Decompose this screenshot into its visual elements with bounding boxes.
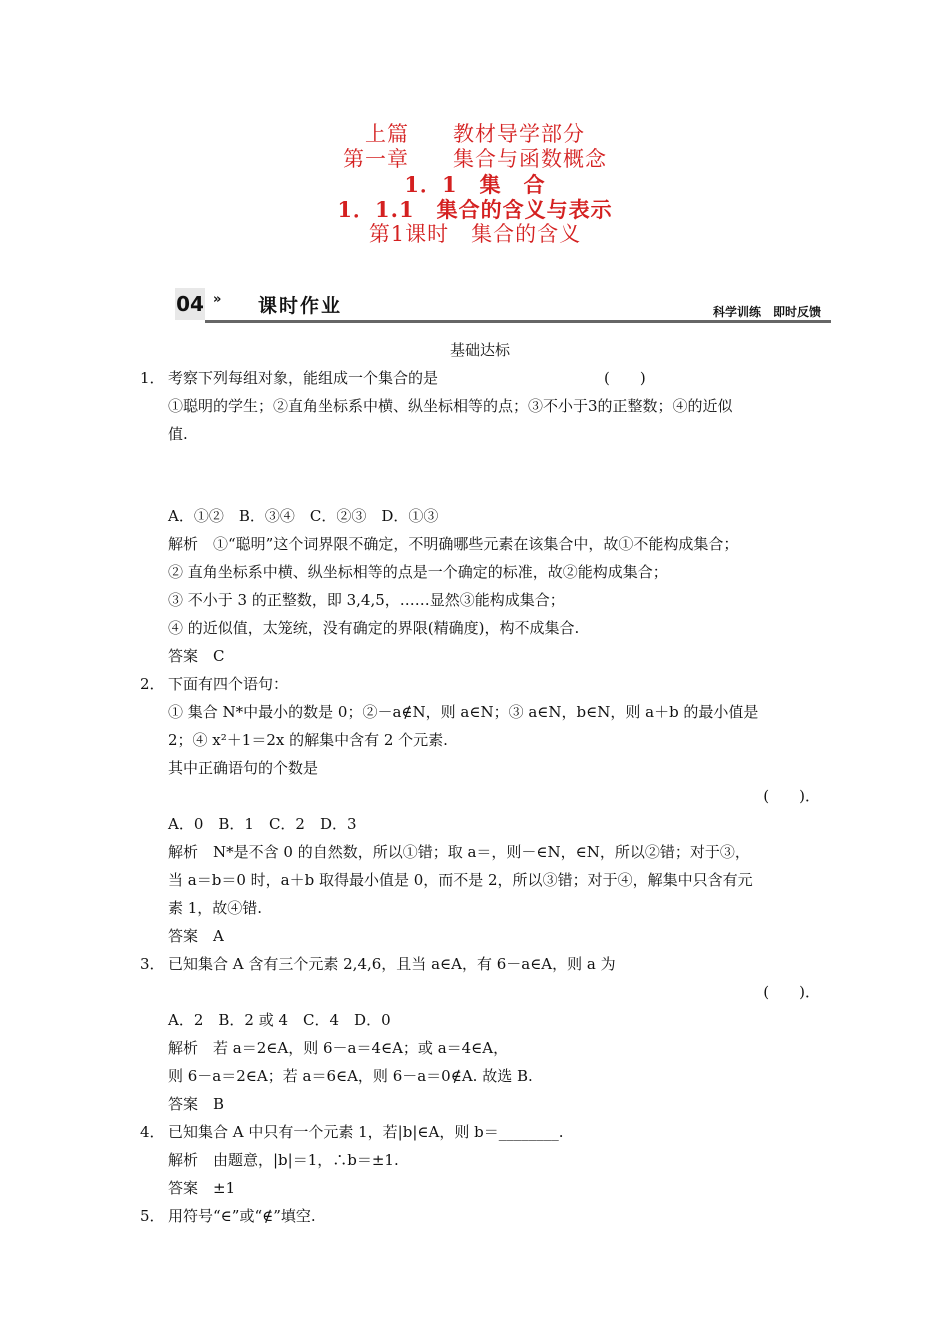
question-2-analysis: 解析 N*是不含 0 的自然数，所以①错；取 a＝，则－∈N，∈N，所以②错；对于③， [168, 843, 750, 861]
question-3-analysis: 解析 若 a＝2∈A，则 6－a＝4∈A；或 a＝4∈A， [168, 1039, 509, 1057]
answer-paren: ( ) [604, 369, 646, 387]
question-1-analysis: ② 直角坐标系中横、纵坐标相等的点是一个确定的标准，故②能构成集合； [168, 563, 668, 581]
question-text: 已知集合 A 中只有一个元素 1，若|b|∈A，则 b＝________. [168, 1123, 564, 1141]
title-part: 上篇 教材导学部分 [365, 122, 585, 146]
question-number: 5． [140, 1207, 165, 1225]
section-banner [175, 286, 831, 324]
question-1-analysis: 解析 ①“聪明”这个词界限不确定，不明确哪些元素在该集合中，故①不能构成集合； [168, 535, 739, 553]
question-1-analysis: ④ 的近似值，太笼统，没有确定的界限(精确度)，构不成集合. [168, 619, 580, 637]
banner-number: 04 [175, 288, 205, 320]
banner-slogan: 科学训练 即时反馈 [712, 305, 821, 319]
question-text: 已知集合 A 含有三个元素 2,4,6，且当 a∈A，有 6－a∈A，则 a 为 [168, 955, 616, 973]
title-subsection: 1．1.1 集合的含义与表示 [337, 197, 613, 222]
question-3-options: A．2 B．2 或 4 C．4 D．0 [168, 1011, 391, 1029]
answer-paren: ( )． [763, 787, 820, 805]
question-number: 4． [140, 1123, 165, 1141]
question-2-statement: 其中正确语句的个数是 [168, 759, 319, 777]
question-2-statement: 2；④ x²＋1＝2x 的解集中含有 2 个元素. [168, 731, 448, 749]
question-2-analysis: 素 1，故④错. [168, 899, 263, 917]
answer-paren: ( )． [763, 983, 820, 1001]
question-1-options: A．①② B．③④ C．②③ D．①③ [168, 507, 439, 525]
question-1-stem [140, 364, 820, 392]
banner-arrow-icon: » [213, 292, 222, 307]
question-2-answer: 答案 A [168, 927, 224, 945]
question-4-stem [140, 1118, 820, 1146]
title-section: 1．1 集 合 [404, 172, 546, 197]
exercise-content [140, 336, 820, 1230]
question-4-answer: 答案 ±1 [168, 1179, 236, 1197]
title-chapter: 第一章 集合与函数概念 [343, 147, 607, 171]
question-number: 1． [140, 369, 165, 387]
question-1-analysis: ③ 不小于 3 的正整数，即 3,4,5，……显然③能构成集合； [168, 591, 565, 609]
section-heading: 基础达标 [449, 341, 510, 359]
question-text: 下面有四个语句： [168, 675, 289, 693]
question-3-stem [140, 950, 820, 978]
question-text: 用符号“∈”或“∉”填空. [168, 1207, 316, 1225]
question-2-analysis: 当 a＝b＝0 时，a＋b 取得最小值是 0，而不是 2，所以③错；对于④，解集中只含有元 [168, 871, 753, 889]
question-3-analysis: 则 6－a＝2∈A；若 a＝6∈A，则 6－a＝0∉A. 故选 B. [168, 1067, 533, 1085]
spacer [140, 448, 820, 502]
question-3-answer: 答案 B [168, 1095, 225, 1113]
question-1-answer: 答案 C [168, 647, 225, 665]
question-4-analysis: 解析 由题意，|b|＝1，∴b＝±1. [168, 1151, 399, 1169]
question-text: 考察下列每组对象，能组成一个集合的是 [168, 369, 439, 387]
question-number: 3． [140, 955, 165, 973]
question-2-options: A．0 B．1 C．2 D．3 [168, 815, 357, 833]
chapter-titles [0, 122, 950, 247]
banner-rule [205, 320, 831, 323]
question-1-items-cont: 值. [168, 425, 188, 443]
question-2-statement: ① 集合 N*中最小的数是 0；②－a∉N，则 a∈N；③ a∈N，b∈N，则 a＋b 的最小值是 [168, 703, 759, 721]
banner-label: 课时作业 [258, 295, 343, 317]
question-1-items: ①聪明的学生；②直角坐标系中横、纵坐标相等的点；③不小于3的正整数；④的近似 [168, 397, 733, 415]
question-5-stem [140, 1202, 820, 1230]
question-number: 2． [140, 675, 165, 693]
question-2-stem [140, 670, 820, 698]
title-lesson: 第1课时 集合的含义 [368, 222, 582, 246]
